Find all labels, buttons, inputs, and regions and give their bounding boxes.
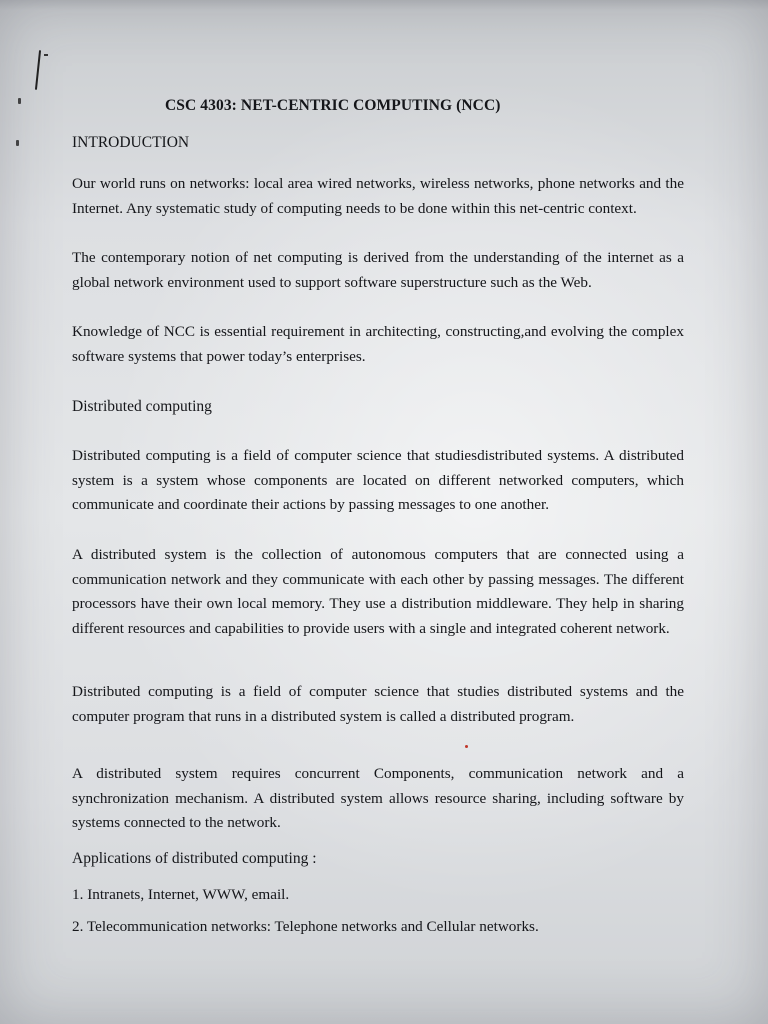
document-title: CSC 4303: NET-CENTRIC COMPUTING (NCC) [165, 97, 501, 114]
margin-mark [16, 140, 19, 146]
applications-heading: Applications of distributed computing : [72, 850, 317, 867]
list-item: 1. Intranets, Internet, WWW, email. [72, 886, 290, 903]
intro-paragraph-2: The contemporary notion of net computing is derived from the understanding of the internet as a global network environment used to support software superstructure such as the Web. [72, 249, 684, 291]
intro-paragraph-3: Knowledge of NCC is essential requirement in architecting, constructing,and evolving the complex software systems that power today’s enterprises. [72, 323, 684, 365]
intro-paragraph-1: Our world runs on networks: local area wired networks, wireless networks, phone networks and the Internet. Any systematic study of computing needs to be done within this net-centric context. [72, 175, 684, 217]
list-item: 2. Telecommunication networks: Telephone networks and Cellular networks. [72, 918, 539, 935]
dc-paragraph-3: Distributed computing is a field of computer science that studies distributed systems and the computer program that runs in a distributed system is called a distributed program. [72, 683, 684, 725]
margin-mark [18, 98, 21, 104]
intro-heading: INTRODUCTION [72, 134, 190, 151]
dc-paragraph-4: A distributed system requires concurrent Components, communication network and a synchronization mechanism. A distributed system allows resource sharing, including software by systems connected to the network. [72, 765, 684, 831]
page-top-edge [0, 0, 768, 10]
dc-paragraph-1: Distributed computing is a field of computer science that studiesdistributed systems. A distributed system is a system whose components are located on different networked computers, which communicate and coordinate their actions by passing messages to one another. [72, 447, 684, 513]
pen-mark-tick [44, 54, 48, 56]
pen-mark [35, 50, 41, 90]
dc-paragraph-2: A distributed system is the collection of autonomous computers that are connected using a communication network and they communicate with each other by passing messages. The different processors have their own local memory. They use a distribution middleware. They help in sharing different resources and capabilities to provide users with a single and integrated coherent network. [72, 546, 684, 637]
ink-dot [465, 745, 468, 748]
distributed-computing-heading: Distributed computing [72, 398, 212, 415]
